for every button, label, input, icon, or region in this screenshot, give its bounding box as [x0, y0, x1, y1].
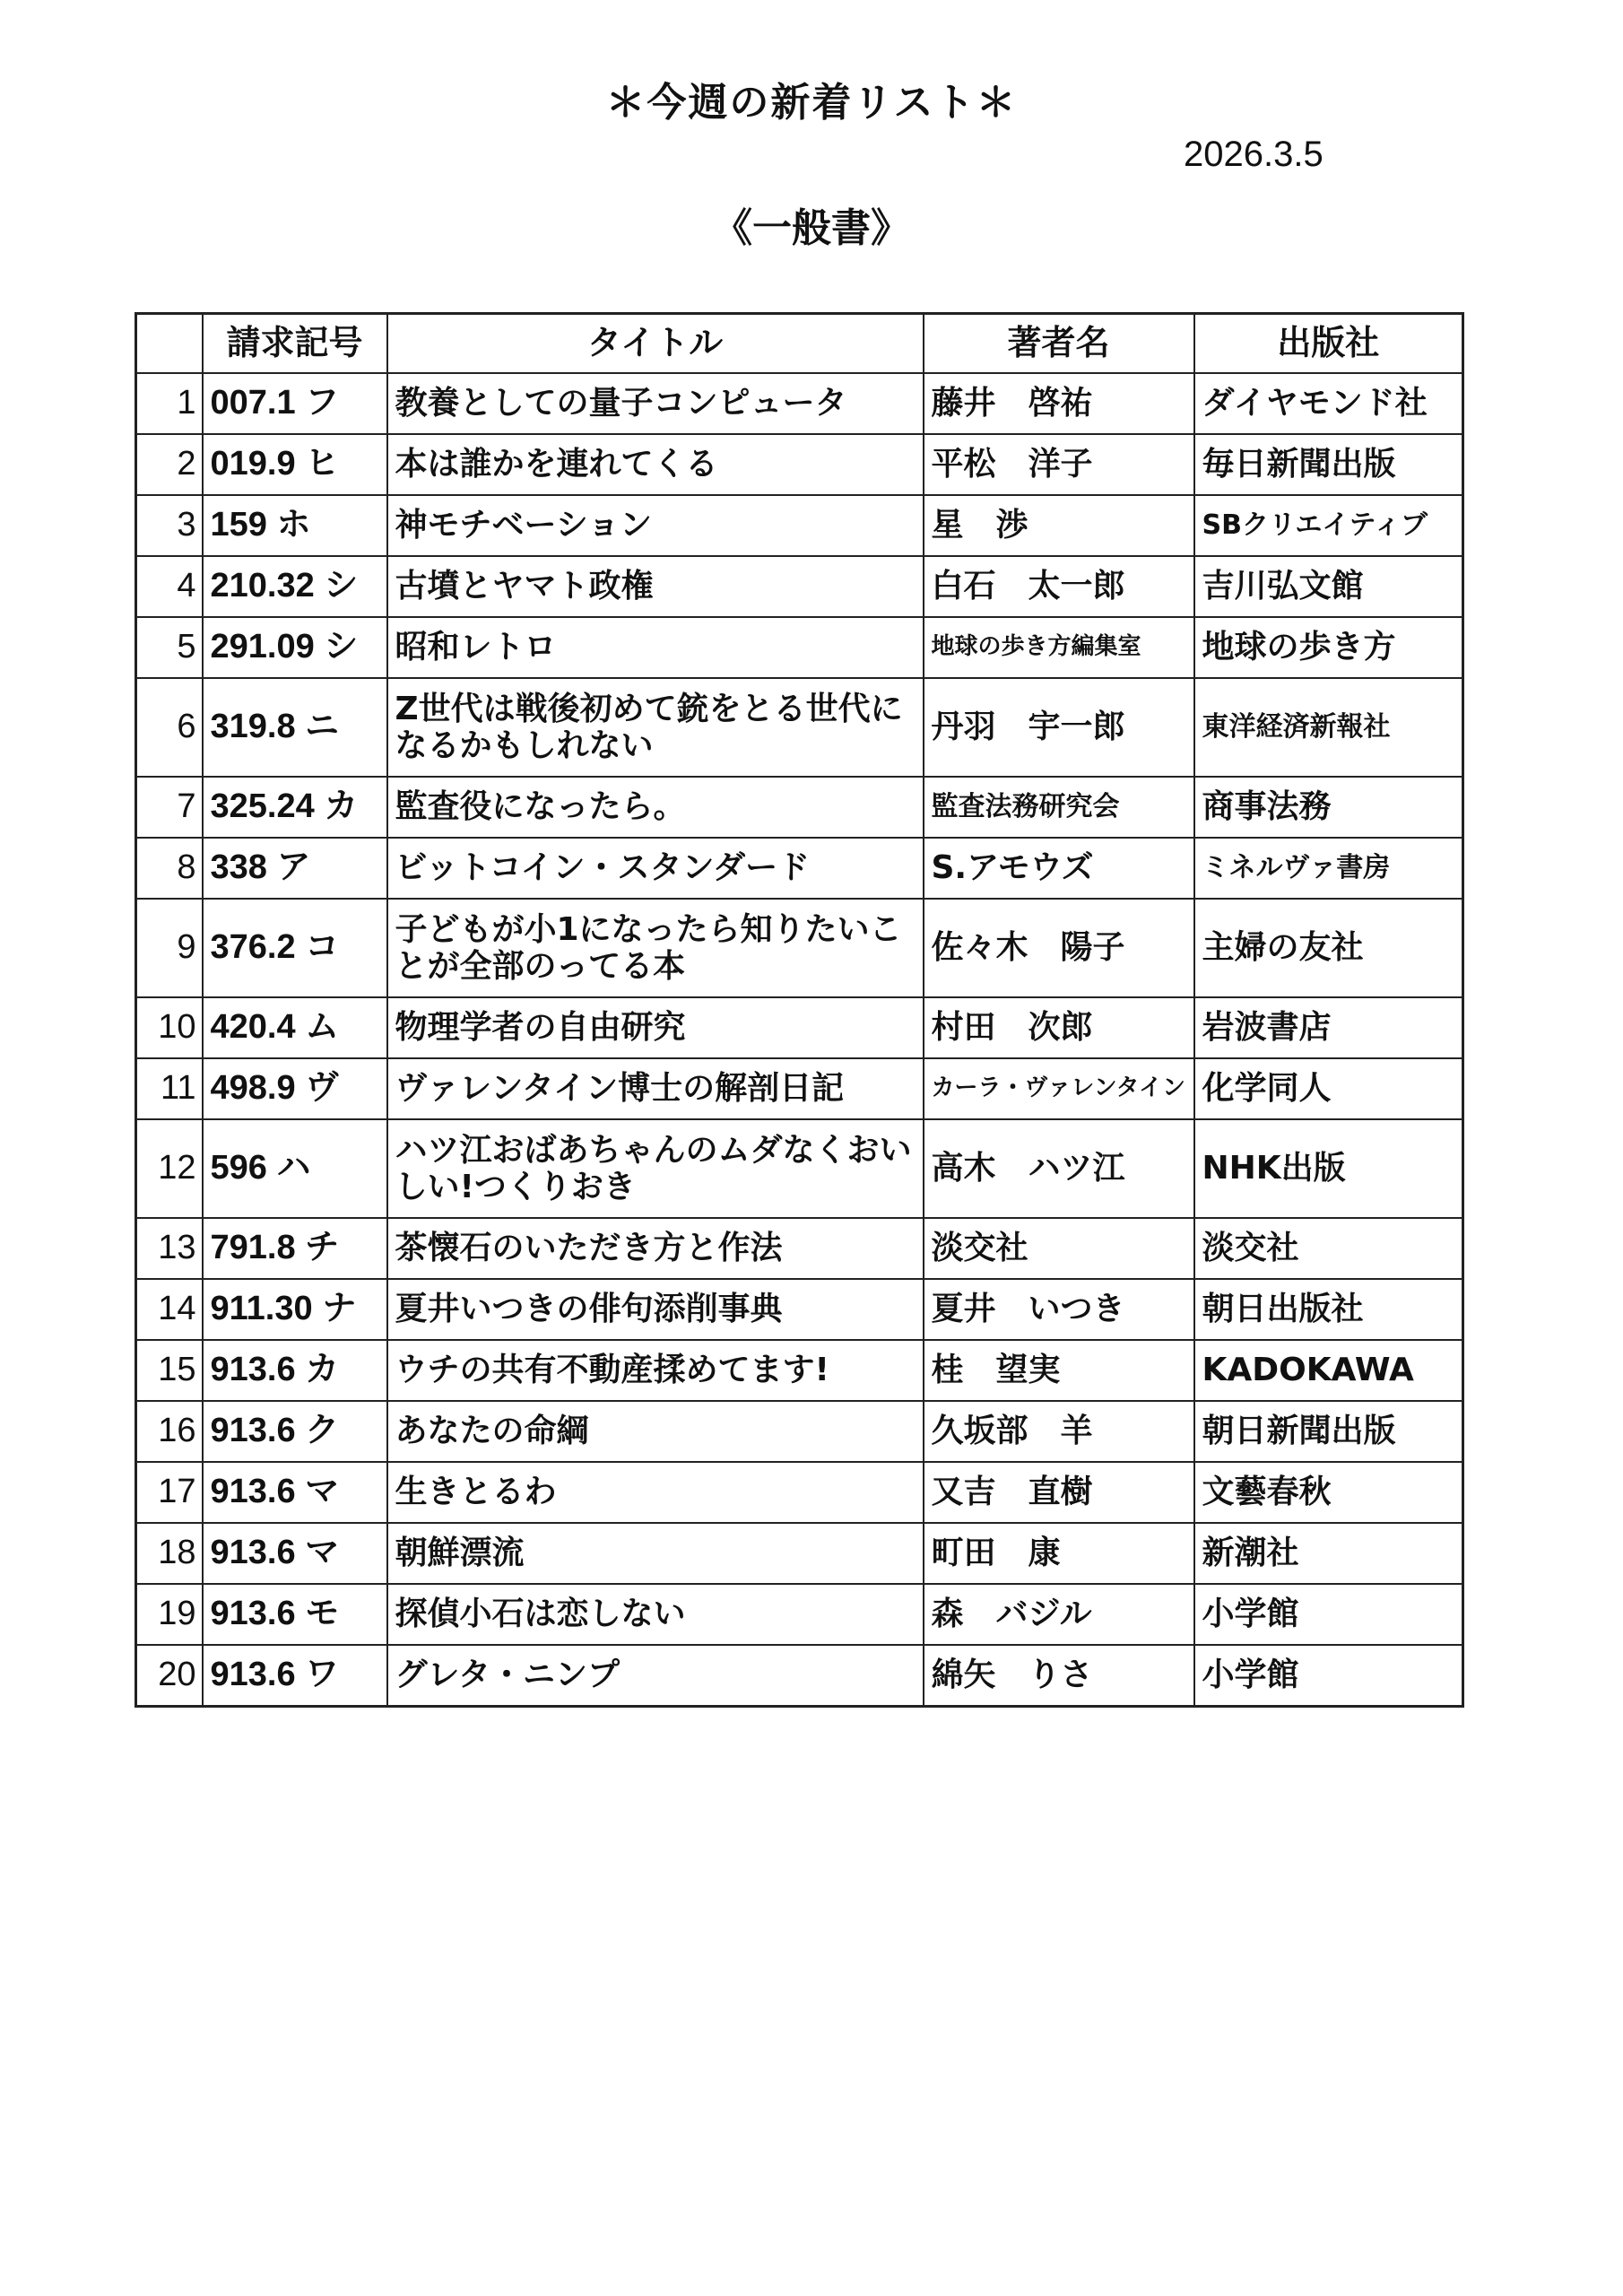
author-name: 佐々木 陽子	[924, 899, 1194, 997]
table-row	[136, 1523, 1463, 1584]
publisher-name: ミネルヴァ書房	[1194, 838, 1463, 899]
header-publisher: 出版社	[1194, 314, 1463, 374]
book-title: グレタ・ニンプ	[387, 1645, 924, 1707]
publisher-name: 化学同人	[1194, 1058, 1463, 1119]
publisher-name: 文藝春秋	[1194, 1462, 1463, 1523]
book-title: 探偵小石は恋しない	[387, 1584, 924, 1645]
call-number: 913.6 モ	[203, 1584, 387, 1645]
book-title: Z世代は戦後初めて銃をとる世代になるかもしれない	[387, 678, 924, 777]
call-number: 338 ア	[203, 838, 387, 899]
row-number: 16	[136, 1401, 203, 1462]
author-name: 平松 洋子	[924, 434, 1194, 495]
table-header-row	[136, 314, 1463, 374]
publisher-name: 地球の歩き方	[1194, 617, 1463, 678]
table-row	[136, 1645, 1463, 1707]
book-title: 子どもが小1になったら知りたいことが全部のってる本	[387, 899, 924, 997]
book-title: 昭和レトロ	[387, 617, 924, 678]
table-row	[136, 1584, 1463, 1645]
book-title: ビットコイン・スタンダード	[387, 838, 924, 899]
publisher-name: ダイヤモンド社	[1194, 373, 1463, 434]
row-number: 5	[136, 617, 203, 678]
table-row	[136, 495, 1463, 556]
row-number: 18	[136, 1523, 203, 1584]
call-number: 913.6 カ	[203, 1340, 387, 1401]
call-number: 913.6 マ	[203, 1462, 387, 1523]
book-title: 茶懐石のいただき方と作法	[387, 1218, 924, 1279]
publisher-name: SBクリエイティブ	[1194, 495, 1463, 556]
book-title: 夏井いつきの俳句添削事典	[387, 1279, 924, 1340]
row-number: 2	[136, 434, 203, 495]
table-row	[136, 1401, 1463, 1462]
book-title: 教養としての量子コンピュータ	[387, 373, 924, 434]
table-row	[136, 997, 1463, 1058]
publisher-name: 小学館	[1194, 1584, 1463, 1645]
table-row	[136, 1119, 1463, 1218]
call-number: 911.30 ナ	[203, 1279, 387, 1340]
book-title: 神モチベーション	[387, 495, 924, 556]
row-number: 8	[136, 838, 203, 899]
header-author: 著者名	[924, 314, 1194, 374]
book-title: 生きとるわ	[387, 1462, 924, 1523]
call-number: 913.6 ワ	[203, 1645, 387, 1707]
publisher-name: 朝日出版社	[1194, 1279, 1463, 1340]
book-title: ハツ江おばあちゃんのムダなくおいしい!つくりおき	[387, 1119, 924, 1218]
call-number: 159 ホ	[203, 495, 387, 556]
publisher-name: NHK出版	[1194, 1119, 1463, 1218]
call-number: 913.6 ク	[203, 1401, 387, 1462]
author-name: 夏井 いつき	[924, 1279, 1194, 1340]
row-number: 4	[136, 556, 203, 617]
publisher-name: 毎日新聞出版	[1194, 434, 1463, 495]
book-title: 朝鮮漂流	[387, 1523, 924, 1584]
table-row	[136, 1218, 1463, 1279]
row-number: 3	[136, 495, 203, 556]
publisher-name: 岩波書店	[1194, 997, 1463, 1058]
publisher-name: KADOKAWA	[1194, 1340, 1463, 1401]
author-name: カーラ・ヴァレンタイン	[924, 1058, 1194, 1119]
author-name: 綿矢 りさ	[924, 1645, 1194, 1707]
call-number: 007.1 フ	[203, 373, 387, 434]
row-number: 13	[136, 1218, 203, 1279]
table-row	[136, 556, 1463, 617]
call-number: 420.4 ム	[203, 997, 387, 1058]
author-name: 村田 次郎	[924, 997, 1194, 1058]
author-name: 高木 ハツ江	[924, 1119, 1194, 1218]
call-number: 325.24 カ	[203, 777, 387, 838]
publisher-name: 新潮社	[1194, 1523, 1463, 1584]
author-name: S.アモウズ	[924, 838, 1194, 899]
author-name: 又吉 直樹	[924, 1462, 1194, 1523]
publisher-name: 東洋経済新報社	[1194, 678, 1463, 777]
header-number	[136, 314, 203, 374]
publisher-name: 朝日新聞出版	[1194, 1401, 1463, 1462]
table-row	[136, 777, 1463, 838]
book-title: 古墳とヤマト政権	[387, 556, 924, 617]
author-name: 淡交社	[924, 1218, 1194, 1279]
table-row	[136, 1340, 1463, 1401]
category-heading: 《一般書》	[713, 205, 910, 251]
publisher-name: 主婦の友社	[1194, 899, 1463, 997]
publisher-name: 淡交社	[1194, 1218, 1463, 1279]
table-row	[136, 617, 1463, 678]
author-name: 白石 太一郎	[924, 556, 1194, 617]
row-number: 6	[136, 678, 203, 777]
row-number: 15	[136, 1340, 203, 1401]
new-books-table	[135, 312, 1464, 1708]
list-date: 2026.3.5	[1184, 135, 1324, 174]
table-row	[136, 678, 1463, 777]
call-number: 019.9 ヒ	[203, 434, 387, 495]
book-title: ヴァレンタイン博士の解剖日記	[387, 1058, 924, 1119]
author-name: 久坂部 羊	[924, 1401, 1194, 1462]
table-row	[136, 373, 1463, 434]
table-row	[136, 1058, 1463, 1119]
author-name: 森 バジル	[924, 1584, 1194, 1645]
call-number: 291.09 シ	[203, 617, 387, 678]
author-name: 藤井 啓祐	[924, 373, 1194, 434]
row-number: 10	[136, 997, 203, 1058]
publisher-name: 商事法務	[1194, 777, 1463, 838]
row-number: 12	[136, 1119, 203, 1218]
table-row	[136, 1462, 1463, 1523]
call-number: 913.6 マ	[203, 1523, 387, 1584]
table-row	[136, 1279, 1463, 1340]
header-call-number: 請求記号	[203, 314, 387, 374]
row-number: 19	[136, 1584, 203, 1645]
table-row	[136, 899, 1463, 997]
call-number: 498.9 ヴ	[203, 1058, 387, 1119]
row-number: 7	[136, 777, 203, 838]
page-title: ＊今週の新着リスト＊	[605, 80, 1018, 126]
row-number: 9	[136, 899, 203, 997]
call-number: 596 ハ	[203, 1119, 387, 1218]
publisher-name: 吉川弘文館	[1194, 556, 1463, 617]
call-number: 210.32 シ	[203, 556, 387, 617]
author-name: 丹羽 宇一郎	[924, 678, 1194, 777]
table-row	[136, 838, 1463, 899]
header-title: タイトル	[387, 314, 924, 374]
author-name: 町田 康	[924, 1523, 1194, 1584]
table-row	[136, 434, 1463, 495]
author-name: 桂 望実	[924, 1340, 1194, 1401]
author-name: 監査法務研究会	[924, 777, 1194, 838]
call-number: 376.2 コ	[203, 899, 387, 997]
call-number: 319.8 ニ	[203, 678, 387, 777]
publisher-name: 小学館	[1194, 1645, 1463, 1707]
book-title: 物理学者の自由研究	[387, 997, 924, 1058]
row-number: 20	[136, 1645, 203, 1707]
row-number: 14	[136, 1279, 203, 1340]
row-number: 11	[136, 1058, 203, 1119]
author-name: 星 渉	[924, 495, 1194, 556]
author-name: 地球の歩き方編集室	[924, 617, 1194, 678]
row-number: 1	[136, 373, 203, 434]
book-title: 監査役になったら。	[387, 777, 924, 838]
row-number: 17	[136, 1462, 203, 1523]
book-title: 本は誰かを連れてくる	[387, 434, 924, 495]
book-title: ウチの共有不動産揉めてます!	[387, 1340, 924, 1401]
call-number: 791.8 チ	[203, 1218, 387, 1279]
book-title: あなたの命綱	[387, 1401, 924, 1462]
